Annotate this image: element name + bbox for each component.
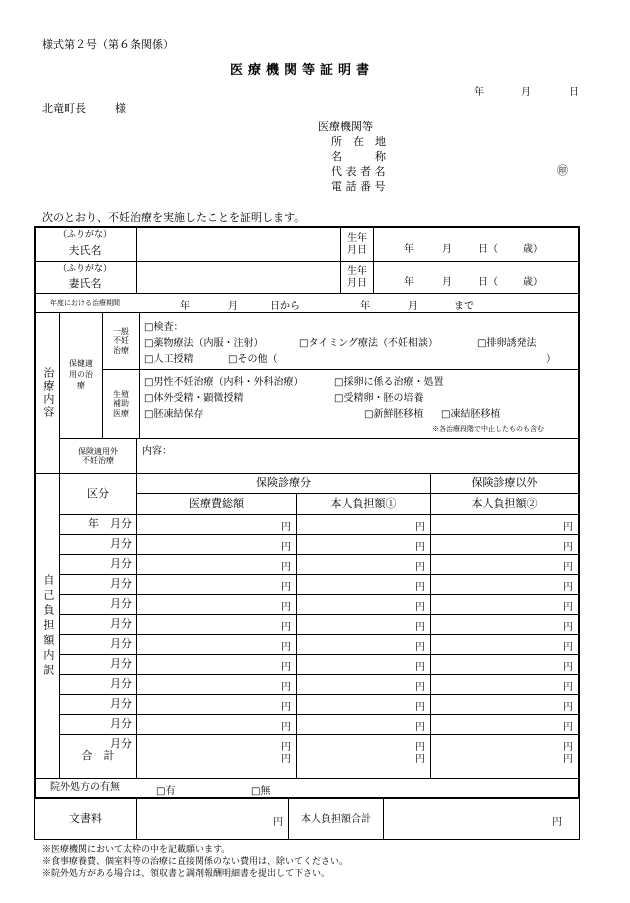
self-pay-total-yen: 円 xyxy=(552,817,562,828)
self-pay-1-yen: 円 xyxy=(415,582,425,593)
document-fee-yen: 円 xyxy=(273,817,283,828)
total-medical-yen: 円 xyxy=(281,754,291,765)
self-pay-1-yen: 円 xyxy=(415,702,425,713)
self-pay-1-yen: 円 xyxy=(415,622,425,633)
medical-total-yen: 円 xyxy=(281,542,291,553)
month-row-label: 月分 xyxy=(110,557,132,571)
self-pay-1-yen: 円 xyxy=(415,662,425,673)
husband-name-label: 夫氏名 xyxy=(68,244,102,258)
date-month-label: 月 xyxy=(521,87,531,98)
wife-birth-day-unit: 日（ xyxy=(478,277,498,288)
date-day-label: 日 xyxy=(569,87,579,98)
self-pay-total-label: 本人負担額合計 xyxy=(301,813,371,825)
wife-birth-year-unit: 年 xyxy=(404,277,414,288)
outpatient-yes-option[interactable]: □有 xyxy=(156,786,176,797)
page-title: 医療機関等証明書 xyxy=(230,63,375,78)
self-pay-1-yen: 円 xyxy=(415,562,425,573)
category-header: 区分 xyxy=(87,486,109,500)
month-row-label: 月分 xyxy=(110,537,132,551)
check-ovulation-induction[interactable]: □排卵誘発法 xyxy=(477,338,537,349)
self-pay-1-yen: 円 xyxy=(415,682,425,693)
check-other[interactable]: □その他（ xyxy=(228,354,278,365)
self-pay-2-yen: 円 xyxy=(563,682,573,693)
check-fresh-transfer[interactable]: □新鮮胚移植 xyxy=(364,409,424,420)
note-2: ※食事療養費、個室料等の治療に直接関係のない費用は、除いてください。 xyxy=(42,857,349,867)
month-row-label: 月分 xyxy=(110,717,132,731)
certificate-table xyxy=(34,226,580,840)
medical-total-yen: 円 xyxy=(281,742,291,753)
check-male-infertility[interactable]: □男性不妊治療（内科・外科治療） xyxy=(144,377,304,388)
month-row-label: 月分 xyxy=(110,677,132,691)
self-pay-2-yen: 円 xyxy=(563,622,573,633)
check-embryo-culture[interactable]: □受精卵・胚の培養 xyxy=(334,393,424,404)
self-pay-2-header: 本人負担額② xyxy=(471,496,538,510)
husband-birth-label: 生年 月日 xyxy=(347,233,367,256)
self-pay-1-yen: 円 xyxy=(415,742,425,753)
note-1: ※医療機関において太枠の中を記載願います。 xyxy=(42,845,231,855)
wife-furigana-label: （ふりがな） xyxy=(57,263,112,274)
month-row-label: 月分 xyxy=(110,597,132,611)
self-pay-1-yen: 円 xyxy=(415,642,425,653)
self-pay-1-yen: 円 xyxy=(415,542,425,553)
medical-total-yen: 円 xyxy=(281,562,291,573)
month-row-label: 月分 xyxy=(110,657,132,671)
insured-header: 保険診療分 xyxy=(256,476,311,490)
assisted-note: ※各治療段階で中止したものも含む xyxy=(432,425,544,433)
medical-total-header: 医療費総額 xyxy=(189,496,244,510)
medical-total-yen: 円 xyxy=(281,722,291,733)
issuer-name-label: 名 称 xyxy=(331,150,386,163)
total-self1-yen: 円 xyxy=(415,754,425,765)
issuer-label: 医療機関等 xyxy=(318,120,373,133)
medical-total-yen: 円 xyxy=(281,642,291,653)
self-pay-1-header: 本人負担額① xyxy=(330,496,397,510)
check-timing-therapy[interactable]: □タイミング療法（不妊相談） xyxy=(299,338,439,349)
self-pay-1-yen: 円 xyxy=(415,722,425,733)
date-year-label: 年 xyxy=(474,87,484,98)
total-label: 合 計 xyxy=(81,749,115,763)
certification-statement: 次のとおり、不妊治療を実施したことを証明します。 xyxy=(42,211,306,224)
month-row-label: 月分 xyxy=(110,637,132,651)
check-ivf-icsi[interactable]: □体外受精・顕微授精 xyxy=(144,393,244,404)
self-pay-2-yen: 円 xyxy=(563,522,573,533)
issuer-representative-label: 代 表 者 名 xyxy=(331,165,386,178)
treatment-section-label: 治療内容 xyxy=(41,367,55,419)
self-pay-1-yen: 円 xyxy=(415,602,425,613)
wife-name-field[interactable] xyxy=(137,262,340,293)
month-row-label: 年 月分 xyxy=(88,517,132,531)
total-self2-yen: 円 xyxy=(563,754,573,765)
husband-birth-month-unit: 月 xyxy=(442,244,452,255)
check-artificial-insemination[interactable]: □人工授精 xyxy=(144,354,194,365)
addressee-honorific: 様 xyxy=(115,102,126,115)
self-pay-2-yen: 円 xyxy=(563,582,573,593)
period-end-until-unit: まで xyxy=(454,301,474,312)
other-close-paren: ） xyxy=(546,354,556,365)
medical-total-yen: 円 xyxy=(281,662,291,673)
self-pay-1-yen: 円 xyxy=(415,522,425,533)
medical-total-yen: 円 xyxy=(281,622,291,633)
check-drug-therapy[interactable]: □薬物療法（内服・注射） xyxy=(144,338,264,349)
outpatient-label: 院外処方の有無 xyxy=(50,782,120,794)
medical-total-yen: 円 xyxy=(281,522,291,533)
self-pay-2-yen: 円 xyxy=(563,642,573,653)
wife-age-unit: 歳） xyxy=(523,277,543,288)
check-egg-retrieval[interactable]: □採卵に係る治療・処置 xyxy=(334,377,444,388)
period-end-year-unit: 年 xyxy=(360,301,370,312)
husband-furigana-label: （ふりがな） xyxy=(57,229,112,240)
period-start-year-unit: 年 xyxy=(180,301,190,312)
husband-birth-year-unit: 年 xyxy=(404,244,414,255)
wife-birth-label: 生年 月日 xyxy=(347,266,367,289)
medical-total-yen: 円 xyxy=(281,702,291,713)
month-row-label: 月分 xyxy=(110,697,132,711)
note-3: ※院外処方がある場合は、領収書と調剤報酬明細書を提出して下さい。 xyxy=(42,869,331,879)
cost-section-label: 自己負担額内訳 xyxy=(41,573,55,679)
husband-name-field[interactable] xyxy=(137,228,340,261)
month-row-label: 月分 xyxy=(110,617,132,631)
treatment-period-label: 年度における治療期間 xyxy=(50,298,120,307)
wife-birth-month-unit: 月 xyxy=(442,277,452,288)
husband-birth-day-unit: 日（ xyxy=(478,244,498,255)
wife-name-label: 妻氏名 xyxy=(68,277,102,291)
general-treatment-label: 一般 不妊 治療 xyxy=(113,327,129,355)
uncovered-content-label: 内容： xyxy=(142,446,172,457)
medical-total-yen: 円 xyxy=(281,682,291,693)
month-row-label: 月分 xyxy=(110,737,132,751)
period-start-day-unit: 日から xyxy=(270,301,300,312)
period-start-month-unit: 月 xyxy=(228,301,238,312)
medical-total-yen: 円 xyxy=(281,602,291,613)
uncovered-treatment-label: 保険適用外 不妊治療 xyxy=(78,446,118,465)
check-frozen-transfer[interactable]: □凍結胚移植 xyxy=(441,409,501,420)
check-exam[interactable]: □検査： xyxy=(144,322,184,333)
form-number: 様式第２号（第６条関係） xyxy=(42,38,174,51)
issuer-phone-label: 電 話 番 号 xyxy=(331,180,386,193)
issuer-address-label: 所 在 地 xyxy=(331,135,386,148)
self-pay-2-yen: 円 xyxy=(563,662,573,673)
assisted-reproduction-label: 生殖 補助 医療 xyxy=(113,390,129,418)
medical-total-yen: 円 xyxy=(281,582,291,593)
self-pay-2-yen: 円 xyxy=(563,562,573,573)
period-end-month-unit: 月 xyxy=(408,301,418,312)
addressee: 北竜町長 xyxy=(42,102,86,115)
self-pay-2-yen: 円 xyxy=(563,602,573,613)
outpatient-no-option[interactable]: □無 xyxy=(251,786,271,797)
husband-age-unit: 歳） xyxy=(523,244,543,255)
month-row-label: 月分 xyxy=(110,577,132,591)
document-fee-label: 文書料 xyxy=(69,812,102,826)
self-pay-2-yen: 円 xyxy=(563,722,573,733)
self-pay-2-yen: 円 xyxy=(563,742,573,753)
check-embryo-freezing[interactable]: □胚凍結保存 xyxy=(144,409,204,420)
seal-mark: ㊞ xyxy=(557,164,568,177)
self-pay-2-yen: 円 xyxy=(563,542,573,553)
covered-treatment-label: 保健適用の治療 xyxy=(69,359,93,390)
uninsured-header: 保険診療以外 xyxy=(471,476,538,490)
self-pay-2-yen: 円 xyxy=(563,702,573,713)
